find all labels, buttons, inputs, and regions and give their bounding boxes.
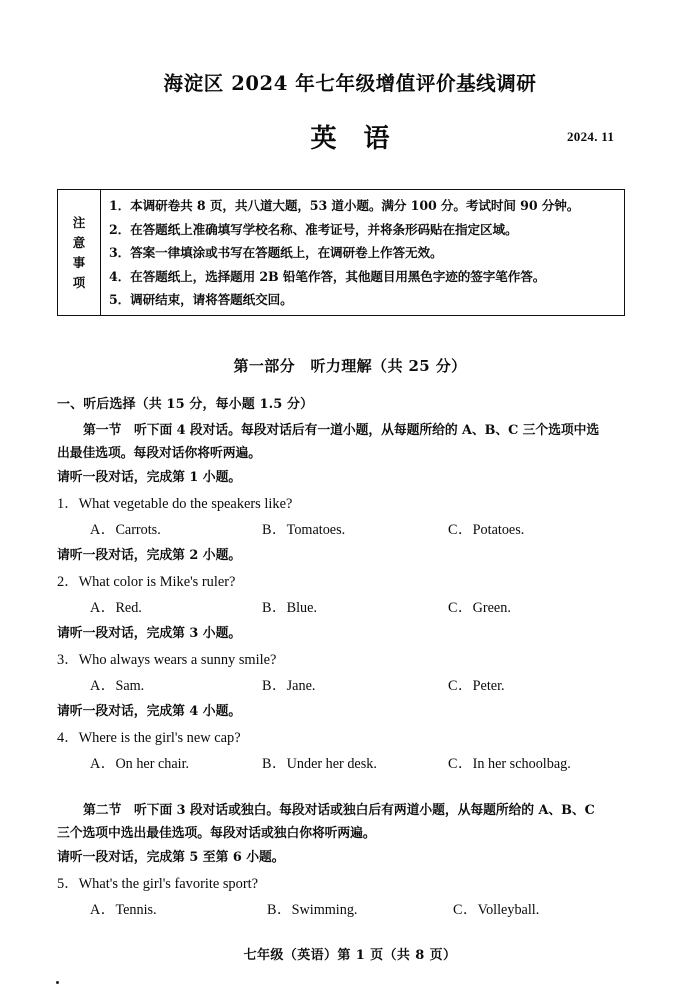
option-c[interactable] xyxy=(448,595,511,621)
notice-label xyxy=(58,190,101,315)
option-c-letter: C． xyxy=(448,522,473,538)
option-c-letter: C． xyxy=(448,756,473,772)
question-text: 1．What vegetable do the speakers like? xyxy=(57,496,293,512)
option-a-letter: A． xyxy=(90,902,116,918)
option-b[interactable] xyxy=(262,595,317,621)
option-c-text: Potatoes. xyxy=(472,522,525,538)
option-b-text: Blue. xyxy=(286,600,317,616)
notice-item: 5．调研结束，请将答题纸交回。 xyxy=(109,292,293,307)
option-b-letter: B． xyxy=(267,902,292,918)
question-options xyxy=(57,673,657,699)
question-text: 4．Where is the girl's new cap? xyxy=(57,730,241,746)
option-b-text: Swimming. xyxy=(291,902,358,918)
option-a-text: On her chair. xyxy=(115,756,190,772)
option-c-text: Green. xyxy=(472,600,511,616)
exam-date: 2024. 11 xyxy=(567,129,615,144)
listening-cue-q3: 请听一段对话，完成第 3 小题。 xyxy=(57,626,242,641)
question-text: 3．Who always wears a sunny smile? xyxy=(57,652,277,668)
question-options xyxy=(57,751,657,777)
option-c[interactable] xyxy=(448,517,524,543)
listening-cue-q1: 请听一段对话，完成第 1 小题。 xyxy=(57,470,242,485)
notice-label-char-2: 意 xyxy=(72,235,86,250)
question-options xyxy=(57,595,657,621)
option-a-letter: A． xyxy=(90,678,116,694)
question-text: 5．What's the girl's favorite sport? xyxy=(57,876,259,892)
option-c[interactable] xyxy=(453,897,539,923)
notice-item: 3．答案一律填涂或书写在答题纸上，在调研卷上作答无效。 xyxy=(109,245,443,260)
option-c-text: In her schoolbag. xyxy=(472,756,571,772)
option-b[interactable] xyxy=(262,751,377,777)
option-c-text: Peter. xyxy=(472,678,505,694)
listening-cue-q2: 请听一段对话，完成第 2 小题。 xyxy=(57,548,242,563)
option-b-letter: B． xyxy=(262,600,287,616)
option-c[interactable] xyxy=(448,673,505,699)
subsection-one-instruction-line-2: 出最佳选项。每段对话你将听两遍。 xyxy=(57,446,261,461)
option-a-letter: A． xyxy=(90,600,116,616)
option-a[interactable] xyxy=(90,897,157,923)
question-options xyxy=(57,517,657,543)
option-b[interactable] xyxy=(262,517,345,543)
subsection-two-instruction-line-2: 三个选项中选出最佳选项。每段对话或独白你将听两遍。 xyxy=(57,826,376,841)
notice-item: 1．本调研卷共 8 页，共八道大题，53 道小题。满分 100 分。考试时间 90 分钟。 xyxy=(109,198,580,213)
listening-cue-q4: 请听一段对话，完成第 4 小题。 xyxy=(57,704,242,719)
notice-item: 4．在答题纸上，选择题用 2B 铅笔作答，其他题目用黑色字迹的签字笔作答。 xyxy=(109,268,546,284)
scan-corner-mark xyxy=(56,981,59,984)
option-a-text: Tennis. xyxy=(115,902,157,918)
option-b[interactable] xyxy=(262,673,315,699)
option-a[interactable] xyxy=(90,673,144,699)
option-c-letter: C． xyxy=(448,600,473,616)
option-a-letter: A． xyxy=(90,522,116,538)
option-c-text: Volleyball. xyxy=(477,902,540,918)
option-a[interactable] xyxy=(90,595,142,621)
notice-box xyxy=(57,189,625,316)
option-b-letter: B． xyxy=(262,756,287,772)
option-c-letter: C． xyxy=(448,678,473,694)
subsection-one-instruction-line-1: 第一节 听下面 4 段对话。每段对话后有一道小题，从每题所给的 A、B、C 三个选项中选 xyxy=(83,423,600,438)
option-b-letter: B． xyxy=(262,522,287,538)
option-c[interactable] xyxy=(448,751,571,777)
option-b-letter: B． xyxy=(262,678,287,694)
notice-label-char-1: 注 xyxy=(72,215,86,230)
listening-cue-q5-q6: 请听一段对话，完成第 5 至第 6 小题。 xyxy=(57,850,285,865)
option-a-text: Sam. xyxy=(115,678,145,694)
question-options xyxy=(57,897,657,923)
option-a[interactable] xyxy=(90,751,189,777)
option-a[interactable] xyxy=(90,517,161,543)
option-b-text: Under her desk. xyxy=(286,756,377,772)
notice-item: 2．在答题纸上准确填写学校名称、准考证号，并将条形码贴在指定区域。 xyxy=(109,221,518,237)
option-b-text: Tomatoes. xyxy=(286,522,346,538)
subsection-two-instruction-line-1: 第二节 听下面 3 段对话或独白。每段对话或独白后有两道小题，从每题所给的 A、B、C xyxy=(83,803,595,818)
exam-body xyxy=(57,394,657,923)
option-a-text: Red. xyxy=(115,600,142,616)
notice-label-char-4: 项 xyxy=(72,275,86,290)
page-title: 海淀区 2024 年七年级增值评价基线调研 xyxy=(163,72,537,95)
question-text: 2．What color is Mike's ruler? xyxy=(57,574,236,590)
option-b-text: Jane. xyxy=(286,678,316,694)
option-c-letter: C． xyxy=(453,902,478,918)
option-a-text: Carrots. xyxy=(115,522,161,538)
subject-title: 英 语 xyxy=(310,124,399,154)
section-gap xyxy=(57,777,657,799)
option-b[interactable] xyxy=(267,897,357,923)
page-footer: 七年级（英语）第 1 页（共 8 页） xyxy=(243,948,457,963)
notice-item-list xyxy=(101,190,624,315)
notice-label-char-3: 事 xyxy=(72,255,86,270)
section-one-heading: 一、听后选择（共 15 分，每小题 1.5 分） xyxy=(57,397,314,412)
option-a-letter: A． xyxy=(90,756,116,772)
part-one-heading: 第一部分 听力理解（共 25 分） xyxy=(233,357,467,375)
